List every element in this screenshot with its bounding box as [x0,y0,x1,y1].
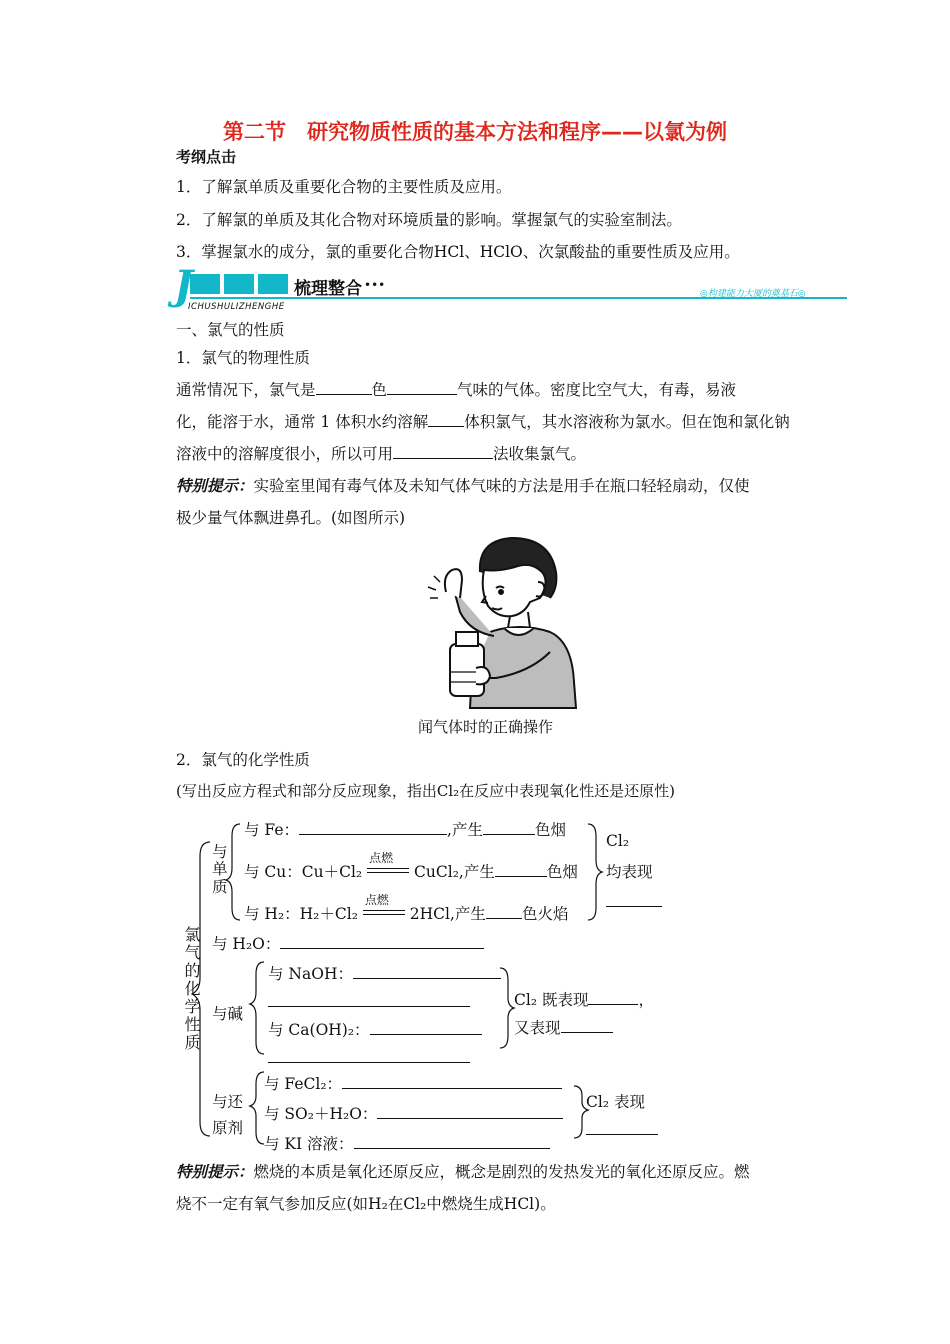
fill-blank[interactable] [387,380,457,395]
fill-blank[interactable] [588,990,638,1005]
reaction-caoh2: 与 Ca(OH)₂： [268,1018,482,1040]
paragraph-line: 溶液中的溶解度很小，所以可用 法收集氯气。 [176,445,587,463]
banner-label: 梳理整合 [294,279,362,299]
tip-line: 特别提示：燃烧的本质是氧化还原反应，概念是剧烈的发热发光的氧化还原反应。燃 [176,1163,750,1181]
reaction-naoh: 与 NaOH： [268,962,501,984]
outline-heading: 考纲点击 [176,148,237,166]
fill-blank[interactable] [393,444,493,459]
tip-line: 烧不一定有氧气参加反应(如H₂在Cl₂中燃烧生成HCl)。 [176,1195,556,1213]
fill-blank[interactable] [353,964,501,979]
group-label: 原剂 [212,1119,244,1137]
fill-blank[interactable] [606,906,662,907]
root-label: 氯气的化学性质 [182,926,201,1052]
paragraph-line: 通常情况下，氯气是 色 气味的气体。密度比空气大，有毒，易液 [176,381,737,399]
fill-blank[interactable] [354,1134,550,1149]
reaction-arrow: 点燃 [367,863,409,881]
subsection-heading-1: 1．氯气的物理性质 [176,349,310,367]
fill-blank[interactable] [483,820,535,835]
fill-blank[interactable] [299,820,447,835]
page-title: 第二节 研究物质性质的基本方法和程序——以氯为例 [223,120,727,144]
banner-pinyin: ICHUSHULIZHENGHE [188,302,285,312]
subsection-heading-2: 2．氯气的化学性质 [176,751,310,769]
reaction-ki: 与 KI 溶液： [264,1132,550,1154]
group-conclusion: Cl₂ [606,832,630,850]
person-smelling-gas-image [400,532,580,710]
tip-line: 特别提示：实验室里闻有毒气体及未知气体气味的方法是用手在瓶口轻轻扇动，仅使 [176,477,750,495]
group-conclusion: Cl₂ 既表现 ， [514,991,654,1009]
section-banner [172,262,852,318]
reaction-fecl2: 与 FeCl₂： [264,1072,562,1094]
reaction-h2: 与 H₂：H₂＋Cl₂ 点燃 2HCl,产生 色火焰 [244,893,569,923]
fill-blank[interactable] [561,1018,613,1033]
reaction-so2: 与 SO₂＋H₂O： [264,1102,563,1124]
outline-item-3: 3．掌握氯水的成分，氯的重要化合物HCl、HClO、次氯酸盐的重要性质及应用。 [176,243,740,261]
group-label: 与还 [212,1093,244,1111]
banner-letter: J [174,262,193,309]
figure-illustration [400,532,580,710]
reaction-fe: 与 Fe： ,产生 色烟 [244,821,566,839]
group-conclusion: Cl₂ 表现 [586,1093,645,1111]
fill-blank[interactable] [316,380,372,395]
reaction-h2o: 与 H₂O： [212,932,484,954]
group-conclusion: 均表现 [606,863,653,881]
section-heading: 一、氯气的性质 [176,321,285,339]
fill-blank[interactable] [428,412,464,427]
fill-blank[interactable] [370,1020,482,1035]
tip-line: 极少量气体飘进鼻孔。(如图所示) [176,509,406,527]
fill-blank[interactable] [495,862,547,877]
banner-slogan: ◎构建能力大厦的奠基石◎ [700,289,806,299]
chem-properties-diagram [170,810,690,1160]
fill-blank[interactable] [268,1062,470,1063]
group-label: 与 [212,843,228,861]
group-label: 与碱 [212,1005,244,1023]
fill-blank[interactable] [377,1104,563,1119]
figure-caption: 闻气体时的正确操作 [418,718,554,736]
outline-item-1: 1．了解氯单质及重要化合物的主要性质及应用。 [176,178,512,196]
fill-blank[interactable] [342,1074,562,1089]
fill-blank[interactable] [268,1006,470,1007]
instruction-note: (写出反应方程式和部分反应现象，指出Cl₂在反应中表现氧化性还是还原性) [176,782,675,800]
fill-blank[interactable] [280,934,484,949]
group-conclusion: 又表现 [514,1016,613,1038]
tip-label: 特别提示： [176,477,254,495]
reaction-cu: 与 Cu：Cu＋Cl₂ 点燃 CuCl₂,产生 色烟 [244,851,578,881]
group-label: 单质 [212,860,228,896]
fill-blank[interactable] [586,1134,658,1135]
reaction-arrow: 点燃 [363,905,405,923]
tip-label: 特别提示： [176,1163,254,1181]
outline-item-2: 2．了解氯的单质及其化合物对环境质量的影响。掌握氯气的实验室制法。 [176,211,682,229]
banner-dots: ••• [364,278,386,292]
paragraph-line: 化，能溶于水，通常 1 体积水约溶解 体积氯气，其水溶液称为氯水。但在饱和氯化钠 [176,413,790,431]
fill-blank[interactable] [486,904,522,919]
